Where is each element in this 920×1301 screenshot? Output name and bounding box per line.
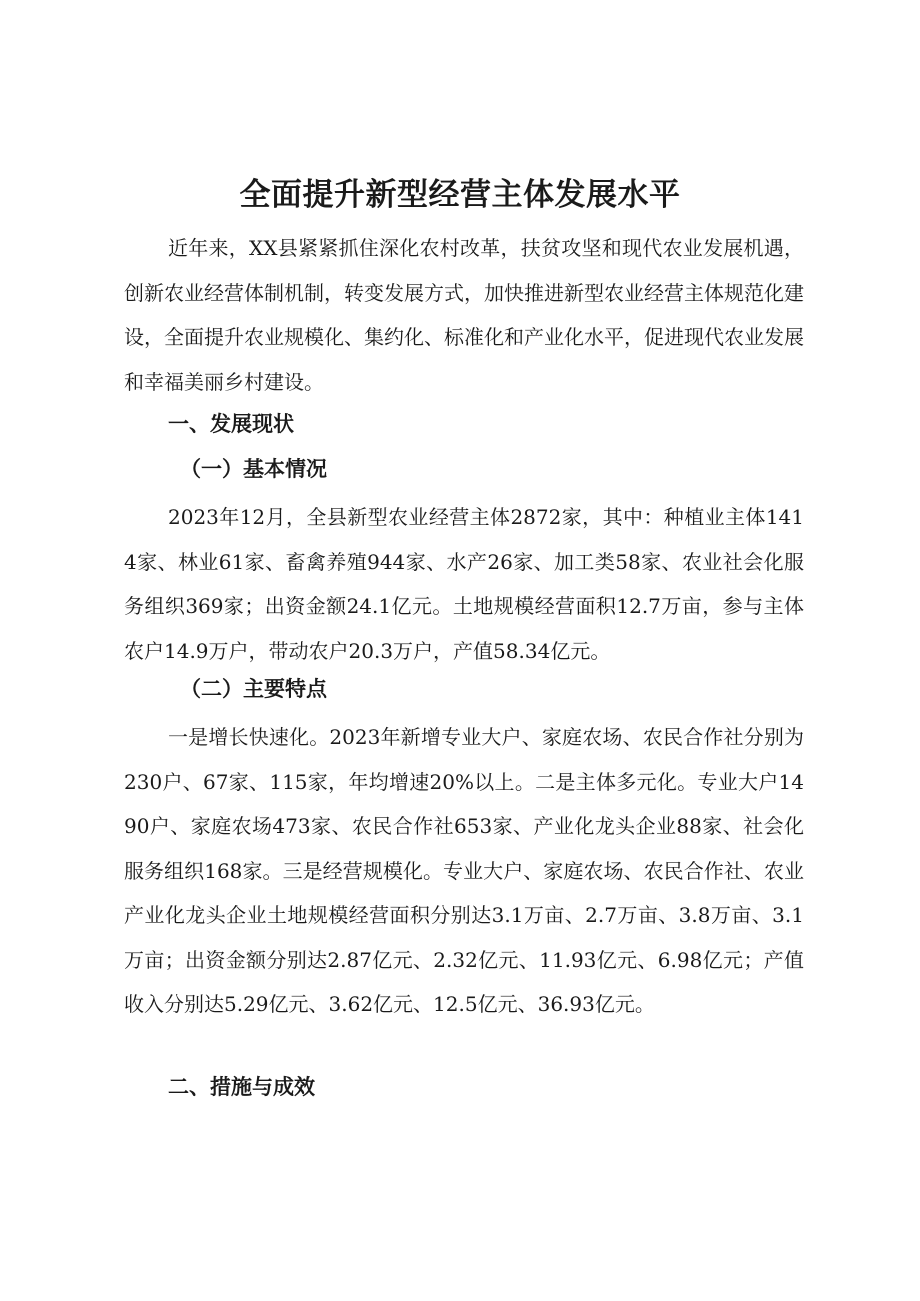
intro-paragraph: 近年来，XX县紧紧抓住深化农村改革，扶贫攻坚和现代农业发展机遇，创新农业经营体制机制，转变发展方式，加快推进新型农业经营主体规范化建设，全面提升农业规模化、集约化、标准化和产业化水平，促进现代农业发展和幸福美丽乡村建设。 <box>124 236 804 394</box>
subsection-heading-basic: （一）基本情况 <box>180 456 327 481</box>
subsection-heading-features: （二）主要特点 <box>180 676 327 701</box>
section-heading-measures: 二、措施与成效 <box>168 1075 315 1099</box>
features-paragraph: 一是增长快速化。2023年新增专业大户、家庭农场、农民合作社分别为230户、67家、115家，年均增速20%以上。二是主体多元化。专业大户1490户、家庭农场473家、农民合作社653家、产业化龙头企业88家、社会化服务组织168家。三是经营规模化。专业大户、家庭农场、农民合作社、农业产业化龙头企业土地规模经营面积分别达3.1万亩、2.7万亩、3.8万亩、3.1万亩；出资金额分别达2.87亿元、2.32亿元、11.93亿元、6.98亿元；产值收入分别达5.29亿元、3.62亿元、12.5亿元、36.93亿元。 <box>124 725 804 1016</box>
document-title: 全面提升新型经营主体发展水平 <box>239 177 681 213</box>
basic-situation-paragraph: 2023年12月，全县新型农业经营主体2872家，其中：种植业主体1414家、林业61家、畜禽养殖944家、水产26家、加工类58家、农业社会化服务组织369家；出资金额24.1亿元。土地规模经营面积12.7万亩，参与主体农户14.9万户，带动农户20.3万户，产值58.34亿元。 <box>124 505 804 663</box>
section-heading-status: 一、发展现状 <box>168 412 294 436</box>
